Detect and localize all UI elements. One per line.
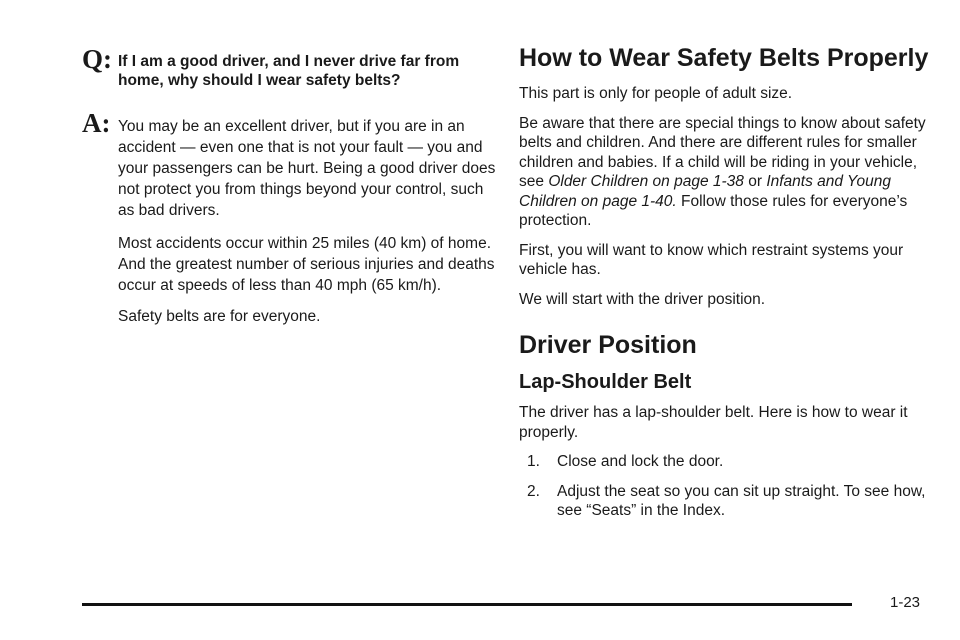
children-text-3: Follow those rules for everyone’s protection. bbox=[519, 192, 908, 229]
list-item bbox=[527, 452, 939, 472]
restraint-systems-paragraph: First, you will want to know which restraint systems your vehicle has. bbox=[519, 241, 904, 278]
answer-block bbox=[82, 110, 502, 327]
driver-start-paragraph: We will start with the driver position. bbox=[519, 290, 766, 308]
section-heading-safety-belts: How to Wear Safety Belts Properly bbox=[519, 44, 929, 72]
answer-paragraph-accidents: Most accidents occur within 25 miles (40 km) of home. And the greatest number of serious injuries and deaths occur at speeds of less than 40 mph (65 km/h). bbox=[118, 235, 495, 294]
children-text-1: Be aware that there are special things to know about safety belts and children. And there are different rules for smaller children and babies. If a child will be riding in your vehicle, see bbox=[519, 114, 926, 190]
intro-paragraph: This part is only for people of adult size. bbox=[519, 85, 793, 102]
steps-list bbox=[519, 452, 939, 521]
children-text-2: or bbox=[743, 173, 767, 190]
cross-reference-infants[interactable]: Infants and Young Children on page 1-40. bbox=[519, 173, 892, 210]
page-number: 1-23 bbox=[890, 594, 921, 611]
question-text: If I am a good driver, and I never drive far from home, why should I wear safety belts? bbox=[118, 53, 460, 89]
answer-marker: A: bbox=[82, 108, 111, 138]
children-paragraph bbox=[519, 114, 939, 231]
cross-reference-older-children[interactable]: Older Children on page 1-38 bbox=[548, 173, 744, 190]
step-number: 1. bbox=[527, 453, 540, 470]
subsection-heading-lap-shoulder-belt: Lap-Shoulder Belt bbox=[519, 371, 692, 393]
right-column bbox=[519, 42, 939, 531]
step-text: Close and lock the door. bbox=[557, 453, 724, 470]
question-marker: Q: bbox=[82, 44, 112, 74]
step-number: 2. bbox=[527, 482, 540, 500]
list-item bbox=[527, 482, 939, 521]
section-heading-driver-position: Driver Position bbox=[519, 331, 697, 359]
answer-paragraph-everyone: Safety belts are for everyone. bbox=[118, 308, 321, 325]
belt-intro-paragraph: The driver has a lap-shoulder belt. Here is how to wear it properly. bbox=[519, 404, 908, 441]
footer-rule bbox=[82, 603, 852, 606]
step-text: Adjust the seat so you can sit up straight. To see how, see “Seats” in the Index. bbox=[557, 482, 926, 519]
answer-text: You may be an excellent driver, but if you are in an accident — even one that is not your fault — you and your passengers can be hurt. Being a good driver does not protect you from things beyond your control, such as bad drivers. bbox=[118, 118, 496, 219]
left-column bbox=[82, 46, 502, 337]
question-block bbox=[82, 46, 502, 90]
